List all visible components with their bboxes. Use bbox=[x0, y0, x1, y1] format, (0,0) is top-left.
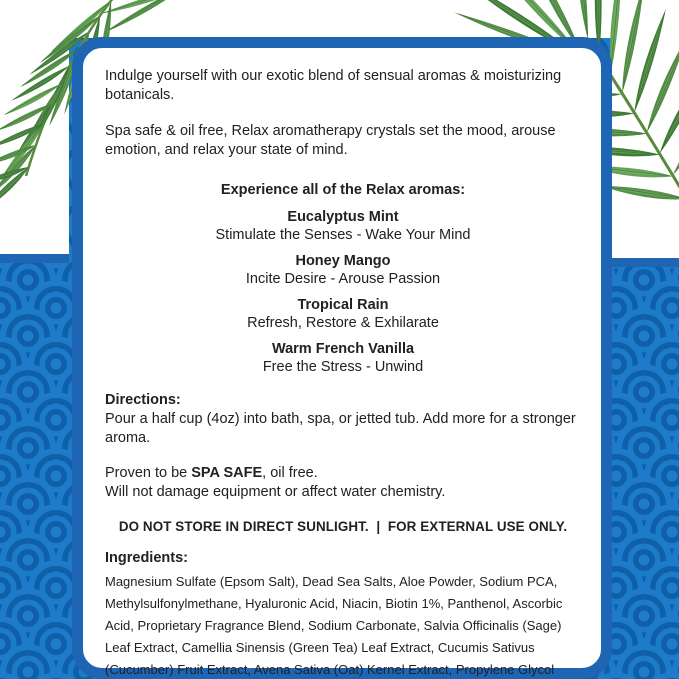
directions-body: Pour a half cup (4oz) into bath, spa, or jetted tub. Add more for a stronger aroma. bbox=[105, 411, 576, 446]
spa-safe-suffix: , oil free. bbox=[262, 465, 318, 481]
aroma-item-eucalyptus-mint bbox=[105, 208, 581, 244]
spa-safe-line-2: Will not damage equipment or affect water chemistry. bbox=[105, 484, 446, 500]
aroma-tagline: Incite Desire - Arouse Passion bbox=[245, 271, 441, 287]
ingredients-body: Magnesium Sulfate (Epsom Salt), Dead Sea Salts, Aloe Powder, Sodium PCA, Methylsulfonylmethane, Hyaluronic Acid, Niacin, Biotin 1%, Panthenol, Ascorbic Acid, Proprietary Fragrance Blend, Sodium Carbonate, Salvia Officinalis (Sage) Leaf Extract, Camellia Sinensis (Green Tea) Leaf Extract, Cucumis Sativus (Cucumber) Fruit Extract, Avena Sativa (Oat) Kernel Extract, Propylene Glycol bbox=[105, 574, 563, 677]
aroma-item-tropical-rain bbox=[105, 296, 581, 332]
spa-safe-line bbox=[105, 464, 581, 483]
intro-paragraph-1: Indulge yourself with our exotic blend of sensual aromas & moisturizing botanicals. bbox=[105, 68, 562, 103]
aroma-tagline: Free the Stress - Unwind bbox=[262, 359, 424, 375]
aroma-item-honey-mango bbox=[105, 252, 581, 288]
intro-paragraph-2: Spa safe & oil free, Relax aromatherapy crystals set the mood, arouse emotion, and relax your state of mind. bbox=[105, 123, 556, 158]
warning-line: DO NOT STORE IN DIRECT SUNLIGHT. | FOR EXTERNAL USE ONLY. bbox=[118, 519, 568, 534]
aroma-tagline: Refresh, Restore & Exhilarate bbox=[247, 315, 439, 331]
label-card bbox=[72, 37, 612, 679]
aroma-tagline: Stimulate the Senses - Wake Your Mind bbox=[215, 227, 471, 243]
spa-safe-bold: SPA SAFE bbox=[191, 465, 263, 481]
aroma-item-warm-french-vanilla bbox=[105, 340, 581, 376]
aromas-heading: Experience all of the Relax aromas: bbox=[220, 182, 466, 198]
aroma-name: Eucalyptus Mint bbox=[287, 209, 399, 225]
aroma-name: Honey Mango bbox=[295, 253, 391, 269]
ingredients-heading: Ingredients: bbox=[105, 550, 188, 566]
aroma-name: Tropical Rain bbox=[297, 297, 389, 313]
aroma-name: Warm French Vanilla bbox=[271, 341, 415, 357]
spa-safe-prefix: Proven to be bbox=[105, 465, 192, 481]
directions-heading: Directions: bbox=[105, 392, 181, 408]
